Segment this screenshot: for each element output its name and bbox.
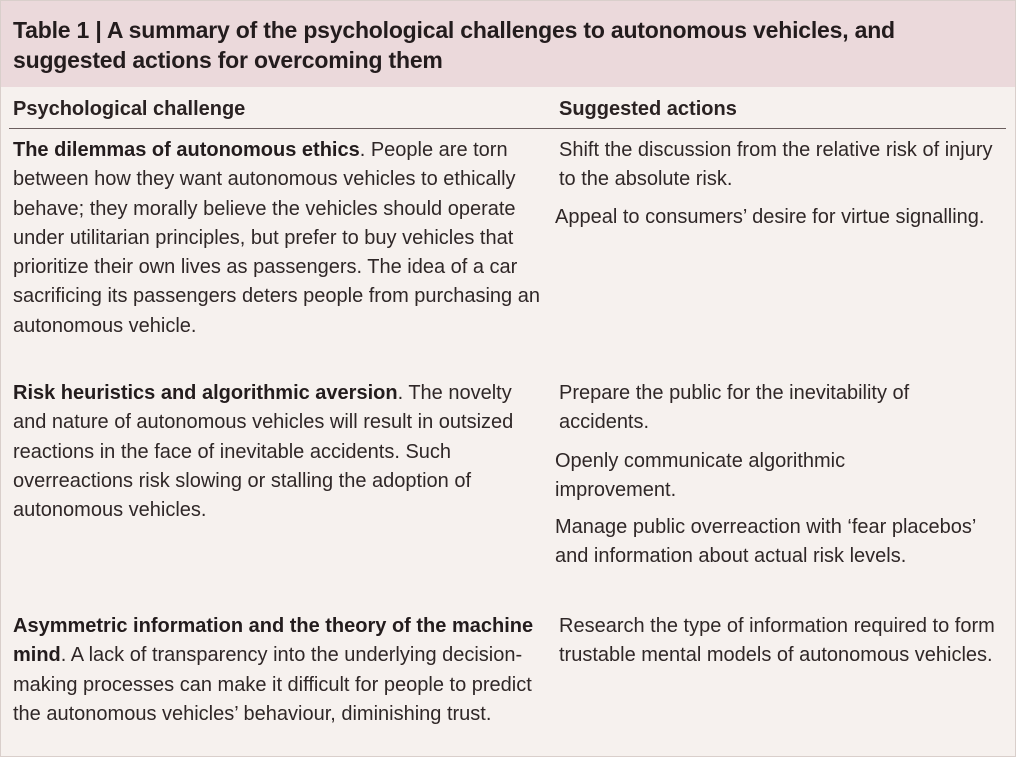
challenge-title: The dilemmas of autonomous ethics [13,139,360,161]
challenge-text: . People are torn between how they want autonomous vehicles to ethically behave; they morally believe the vehicles should operate under utilitarian principles, but prefer to buy vehicles that prioritize their own lives as passengers. The idea of a car sacrificing its passengers deters people from purchasing an autonomous vehicle. [13,139,540,337]
challenge-title: Asymmetric information and the theory of the machine mind [13,615,534,667]
challenge-cell [13,379,538,525]
column-header-actions: Suggested actions [559,98,737,120]
action-item: Appeal to consumers’ desire for virtue signalling. [555,206,985,228]
action-item: Manage public overreaction with ‘fear placebos’ and information about actual risk levels. [555,516,976,568]
header-rule [9,128,1006,129]
challenge-title: Risk heuristics and algorithmic aversion [13,382,398,404]
action-item: Shift the discussion from the relative risk of injury to the absolute risk. [559,139,993,191]
table-title-bar [1,1,1015,87]
challenge-text: . A lack of transparency into the underlying decision-making processes can make it difficult for people to predict the autonomous vehicles’ behaviour, diminishing trust. [13,644,532,725]
column-header-challenge: Psychological challenge [13,98,246,120]
table-caption: A summary of the psychological challenges to autonomous vehicles, and suggested actions for overcoming them [13,17,895,73]
action-item: Openly communicate algorithmic improvement. [555,450,846,502]
challenge-text: . The novelty and nature of autonomous vehicles will result in outsized reactions in the face of inevitable accidents. Such overreactions risk slowing or stalling the adoption of autonomous vehicles. [13,382,514,522]
challenge-cell [13,612,543,729]
action-item: Research the type of information required to form trustable mental models of autonomous vehicles. [559,615,995,667]
action-item: Prepare the public for the inevitability of accidents. [559,382,910,434]
table-title [13,15,993,75]
challenge-cell [13,136,548,341]
table-label: Table 1 | [13,17,102,43]
